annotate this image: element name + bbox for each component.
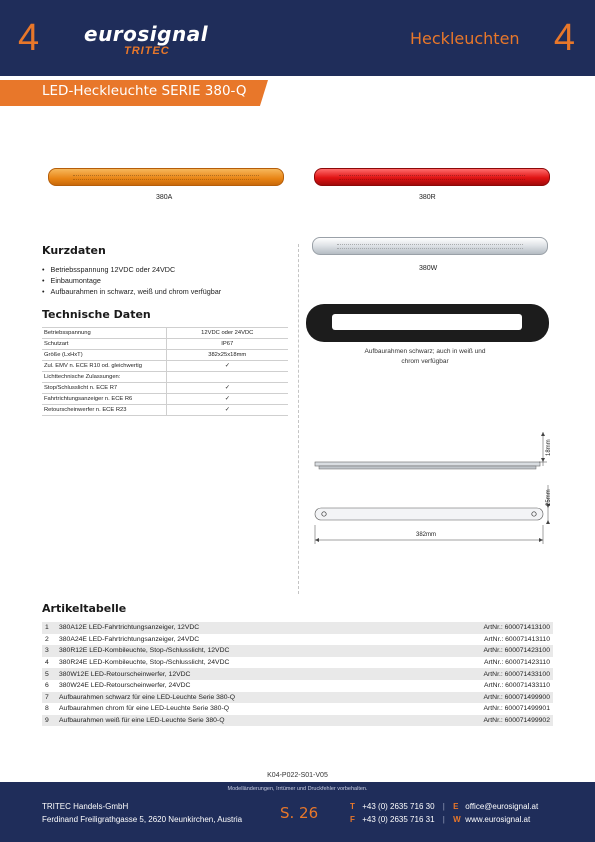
table-row: Fahrtrichtungsanzeiger n. ECE R6 ✓: [42, 394, 288, 405]
table-row: Betriebsspannung 12VDC oder 24VDC: [42, 328, 288, 339]
page-header: [0, 0, 595, 76]
company-info: [42, 800, 242, 826]
table-row: 6 380W24E LED-Retourscheinwerfer, 24VDC ArtNr.: 600071433110: [42, 680, 553, 692]
page-footer: [0, 782, 595, 842]
dimension-length-label: 382mm: [416, 532, 437, 538]
dimension-width-label: 25mm: [546, 489, 552, 506]
artikel-table: [42, 622, 553, 726]
list-item: • Aufbaurahmen in schwarz, weiß und chrom verfügbar: [42, 286, 221, 297]
table-row: 9 Aufbaurahmen weiß für eine LED-Leuchte Serie 380-Q ArtNr.: 600071499902: [42, 715, 553, 727]
artikeltabelle-heading: Artikeltabelle: [42, 602, 127, 615]
list-item: • Betriebsspannung 12VDC oder 24VDC: [42, 264, 221, 275]
table-row: 2 380A24E LED-Fahrtrichtungsanzeiger, 24VDC ArtNr.: 600071413110: [42, 634, 553, 646]
frame-caption: Aufbaurahmen schwarz; auch in weiß und chrom verfügbar: [364, 348, 486, 365]
table-row: Retourscheinwerfer n. ECE R23 ✓: [42, 405, 288, 416]
table-row: Stop/Schlusslicht n. ECE R7 ✓: [42, 383, 288, 394]
chapter-number-left: 4: [18, 17, 40, 59]
dimension-drawing: [305, 430, 560, 548]
fax-number: +43 (0) 2635 716 31: [362, 815, 435, 824]
email-link[interactable]: office@eurosignal.at: [465, 802, 539, 811]
table-row: Lichttechnische Zulassungen:: [42, 372, 288, 383]
list-item: • Einbaumontage: [42, 275, 221, 286]
red-lamp-image: [314, 168, 550, 186]
page-title: LED-Heckleuchte SERIE 380-Q: [42, 83, 247, 99]
phone-number: +43 (0) 2635 716 30: [362, 802, 435, 811]
technische-daten-heading: Technische Daten: [42, 308, 151, 321]
page-number: S. 26: [280, 804, 319, 822]
brand-logo: eurosignal: [84, 22, 209, 46]
table-row: 1 380A12E LED-Fahrtrichtungsanzeiger, 12VDC ArtNr.: 600071413100: [42, 622, 553, 634]
table-row: Zul. EMV n. ECE R10 od. gleichwertig ✓: [42, 361, 288, 372]
table-row: 8 Aufbaurahmen chrom für eine LED-Leuchte Serie 380-Q ArtNr.: 600071499901: [42, 703, 553, 715]
kurzdaten-heading: Kurzdaten: [42, 244, 106, 257]
table-row: 4 380R24E LED-Kombileuchte, Stop-/Schlusslicht, 24VDC ArtNr.: 600071423110: [42, 657, 553, 669]
chapter-number-right: 4: [553, 17, 575, 59]
column-divider: [298, 244, 299, 594]
kurzdaten-list: [42, 264, 221, 297]
table-row: 3 380R12E LED-Kombileuchte, Stop-/Schlusslicht, 12VDC ArtNr.: 600071423100: [42, 645, 553, 657]
amber-lamp-caption: 380A: [156, 194, 173, 201]
dimension-height-label: 18mm: [546, 439, 552, 456]
disclaimer: Modelländerungen, Irrtümer und Druckfehler vorbehalten.: [227, 786, 368, 792]
white-lamp-caption: 380W: [419, 265, 438, 272]
website-link[interactable]: www.eurosignal.at: [465, 815, 531, 824]
red-lamp-caption: 380R: [419, 194, 436, 201]
document-code: K04-P022-S01-V05: [267, 772, 328, 779]
section-title: Heckleuchten: [410, 29, 520, 48]
amber-lamp-image: [48, 168, 284, 186]
contact-info: T +43 (0) 2635 716 30 | E office@eurosignal.at F +43 (0) 2635 716 31 | W www.eurosignal.at: [350, 802, 539, 824]
company-address: Ferdinand Freiligrathgasse 5, 2620 Neunkirchen, Austria: [42, 815, 243, 824]
company-name: TRITEC Handels-GmbH: [42, 802, 129, 811]
table-row: 7 Aufbaurahmen schwarz für eine LED-Leuchte Serie 380-Q ArtNr.: 600071499900: [42, 692, 553, 704]
mounting-frame-image: [306, 304, 549, 342]
table-row: 5 380W12E LED-Retourscheinwerfer, 12VDC ArtNr.: 600071433100: [42, 668, 553, 680]
white-lamp-image: [312, 237, 548, 255]
technische-daten-table: [42, 327, 288, 416]
brand-logo-sub: TRITEC: [124, 45, 170, 57]
table-row: Schutzart IP67: [42, 339, 288, 350]
table-row: Größe (LxHxT) 382x25x18mm: [42, 350, 288, 361]
